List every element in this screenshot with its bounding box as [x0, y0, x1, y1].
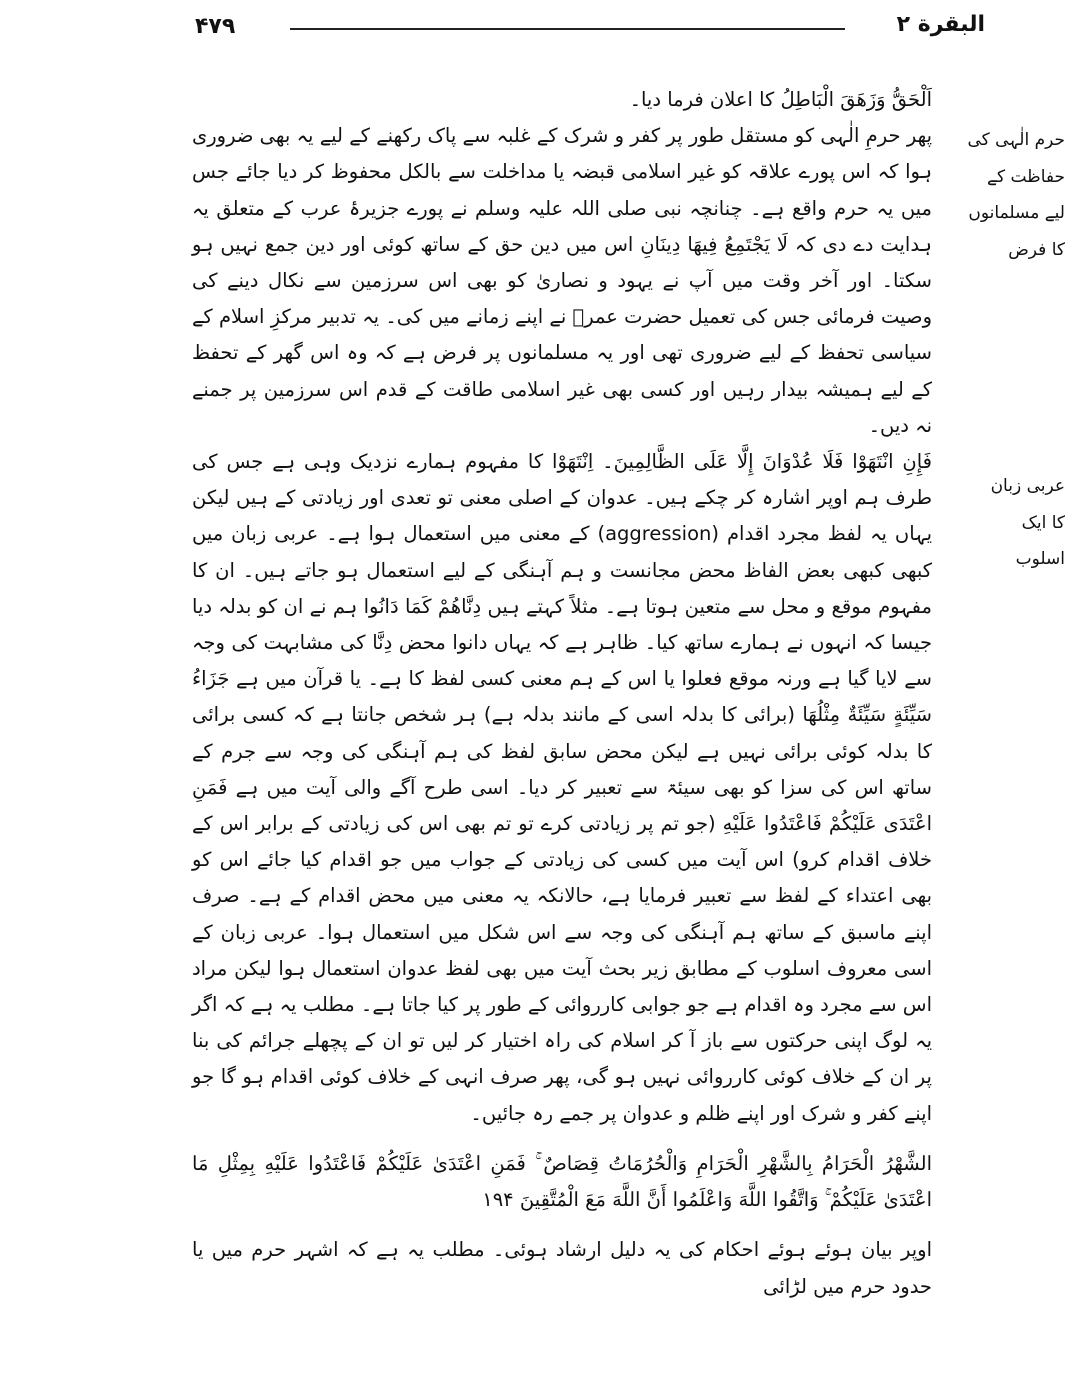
margin-note-haram	[895, 122, 1065, 268]
verse-gap	[192, 1132, 932, 1146]
margin-note-line: حرم الٰہی کی	[967, 130, 1065, 150]
margin-note-line: کا فرض	[1008, 239, 1065, 260]
page-header	[195, 12, 985, 46]
paragraph: اَلْحَقُّ وَزَهَقَ الْبَاطِلُ کا اعلان فرما دیا۔	[629, 88, 932, 111]
paragraph: پھر حرمِ الٰہی کو مستقل طور پر کفر و شرک کے غلبہ سے پاک رکھنے کے لیے یہ بھی ضروری ہوا کہ اس پورے علاقہ کو غیر اسلامی قبضہ یا مداخلت سے بالکل محفوظ کر دیا جائے جس میں یہ حرم واقع ہے۔ چنانچہ نبی صلی اللہ علیہ وسلم نے پورے جزیرۂ عرب کے متعلق یہ ہدایت دے دی کہ لَا يَجْتَمِعُ فِيهَا دِينَانِ اس میں دین حق کے ساتھ کوئی اور دین جمع نہیں ہو سکتا۔ اور آخر وقت میں آپ نے یہود و نصاریٰ کو بھی اس سرزمین سے نکال دینے کی وصیت فرمائی جس کی تعمیل حضرت عمرؓ نے اپنے زمانے میں کی۔ یہ تدبیر مرکزِ اسلام کے سیاسی تحفظ کے لیے ضروری تھی اور یہ مسلمانوں پر فرض ہے کہ وہ اس گھر کے تحفظ کے لیے ہمیشہ بیدار رہیں اور کسی بھی غیر اسلامی طاقت کے قدم اس سرزمین پر جمنے نہ دیں۔	[192, 124, 932, 437]
paragraph: فَإِنِ انْتَهَوْا فَلَا عُدْوَانَ إِلَّا عَلَى الظَّالِمِينَ۔ اِنْتَهَوْا کا مفہوم ہمارے نزدیک وہی ہے جس کی طرف ہم اوپر اشارہ کر چکے ہیں۔ عدوان کے اصلی معنی تو تعدی اور زیادتی کے ہیں لیکن یہاں یہ لفظ مجرد اقدام (aggression) کے معنی میں استعمال ہوا ہے۔ عربی زبان میں کبھی کبھی بعض الفاظ محض مجانست و ہم آہنگی کے لیے استعمال ہو جاتے ہیں۔ ان کا مفہوم موقع و محل سے متعین ہوتا ہے۔ مثلاً کہتے ہیں دِنَّاهُمْ كَمَا دَانُوا ہم نے ان کو بدلہ دیا جیسا کہ انہوں نے ہمارے ساتھ کیا۔ ظاہر ہے کہ یہاں دانوا محض دِنَّا کی مشابہت کی وجہ سے لایا گیا ہے ورنہ موقع فعلوا یا اس کے ہم معنی کسی لفظ کا ہے۔ یا قرآن میں ہے جَزَاءُ سَيِّئَةٍ سَيِّئَةٌ مِثْلُهَا (برائی کا بدلہ اسی کے مانند بدلہ ہے) ہر شخص جانتا ہے کہ کسی برائی کا بدلہ کوئی برائی نہیں ہے لیکن محض سابق لفظ کی ہم آہنگی کی وجہ سے جرم کے ساتھ اس کی سزا کو بھی سیئۃ سے تعبیر کر دیا۔ اسی طرح آگے والی آیت میں ہے فَمَنِ اعْتَدَى عَلَيْكُمْ فَاعْتَدُوا عَلَيْهِ (جو تم پر زیادتی کرے تو تم بھی اس کی زیادتی کے برابر اس کے خلاف اقدام کرو) اس آیت میں کسی کی زیادتی کے جواب میں جو اقدام کیا جائے اس کو بھی اعتداء کے لفظ سے تعبیر فرمایا ہے، حالانکہ یہ معنی میں محض اقدام کے ہے۔ صرف اپنے ماسبق کے ساتھ ہم آہنگی کی وجہ سے اس شکل میں استعمال ہوا۔ عربی زبان کے اسی معروف اسلوب کے مطابق زیر بحث آیت میں بھی لفظ عدوان استعمال ہوا لیکن مراد اس سے مجرد وہ اقدام ہے جو جوابی کارروائی کے طور پر کیا جاتا ہے۔ مطلب یہ ہے کہ اگر یہ لوگ اپنی حرکتوں سے باز آ کر اسلام کی راہ اختیار کر لیں تو ان کے پچھلے جرائم کی بنا پر ان کے خلاف کوئی کارروائی نہیں ہو گی، پھر صرف انہی کے خلاف کوئی اقدام ہو گا جو اپنے کفر و شرک اور اپنے ظلم و عدوان پر جمے رہ جائیں۔	[192, 450, 932, 1125]
verse-gap	[192, 1218, 932, 1232]
margin-note-line: کا ایک	[1021, 512, 1065, 533]
margin-note-line: لیے مسلمانوں	[968, 203, 1065, 223]
margin-note-arabic-style	[895, 468, 1065, 578]
margin-note-line: عربی زبان	[990, 476, 1065, 496]
body-text	[192, 82, 932, 1305]
quran-verse: الشَّهْرُ الْحَرَامُ بِالشَّهْرِ الْحَرَامِ وَالْحُرُمَاتُ قِصَاصٌ ۚ فَمَنِ اعْتَدَىٰ عَلَيْكُمْ فَاعْتَدُوا عَلَيْهِ بِمِثْلِ مَا اعْتَدَىٰ عَلَيْكُمْ ۚ وَاتَّقُوا اللَّهَ وَاعْلَمُوا أَنَّ اللَّهَ مَعَ الْمُتَّقِينَ ۱۹۴	[192, 1151, 932, 1212]
surah-title: البقرة ۲	[896, 12, 985, 37]
paragraph: اوپر بیان ہوئے ہوئے احکام کی یہ دلیل ارشاد ہوئی۔ مطلب یہ ہے کہ اشہر حرم میں یا حدود حرم میں لڑائی	[192, 1238, 932, 1298]
margin-note-line: حفاظت کے	[987, 166, 1065, 187]
margin-note-line: اسلوب	[1015, 549, 1065, 569]
header-rule	[290, 28, 845, 30]
page-number: ۴۷۹	[195, 14, 236, 39]
